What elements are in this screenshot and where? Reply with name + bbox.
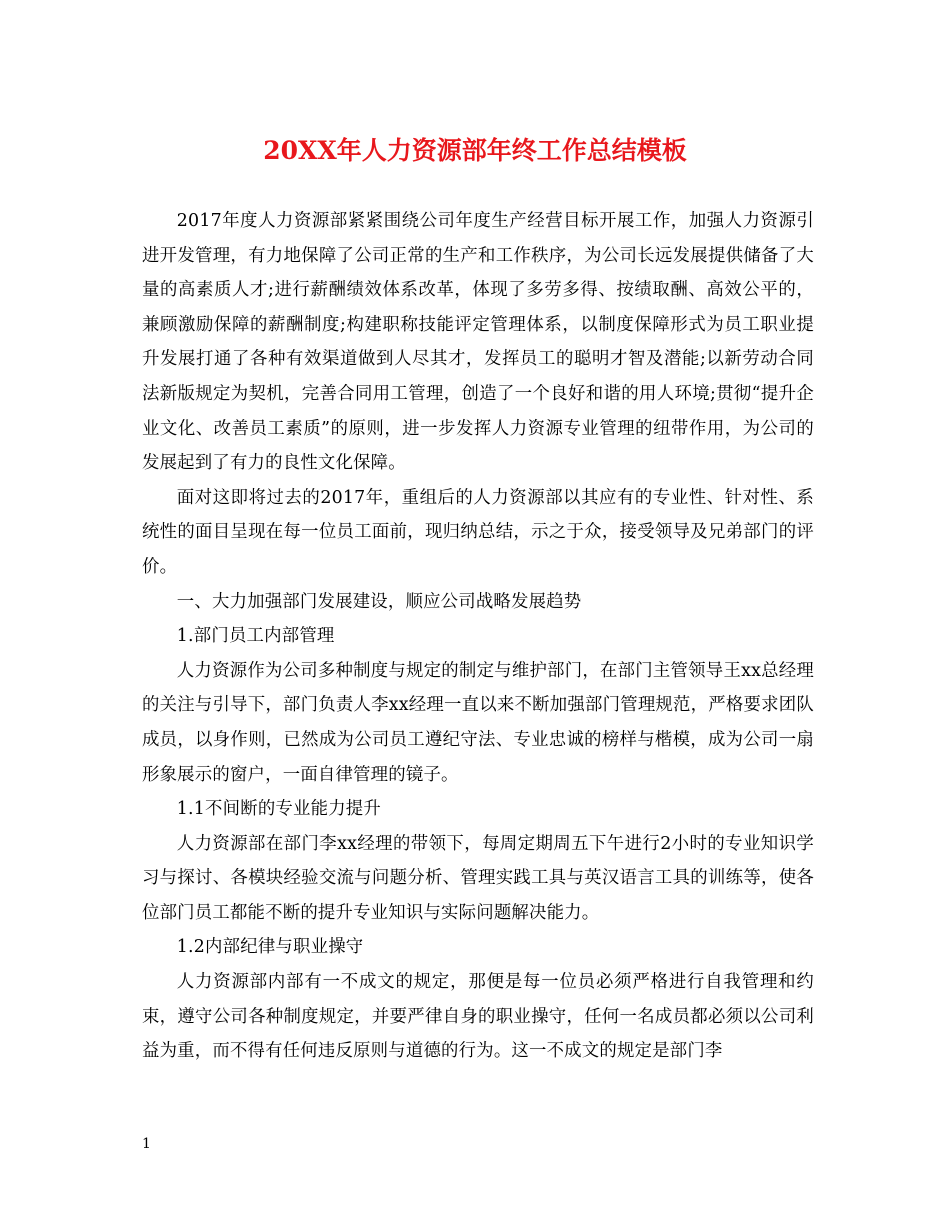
subsection-heading-1: 1.部门员工内部管理 bbox=[176, 626, 335, 647]
subsection-heading-1-1: 1.1不间断的专业能力提升 bbox=[176, 799, 381, 820]
paragraph-intro: 2017年度人力资源部紧紧围绕公司年度生产经营目标开展工作，加强人力资源引进开发管理，有力地保障了公司正常的生产和工作秩序，为公司长远发展提供储备了大量的高素质人才;进行薪酬绩效体系改革，体现了多劳多得、按绩取酬、高效公平的，兼顾激励保障的薪酬制度;构建职称技能评定管理体系，以制度保障形式为员工职业提升发展打通了各种有效渠道做到人尽其才，发挥员工的聪明才智及潜能;以新劳动合同法新版规定为契机，完善合同用工管理，创造了一个良好和谐的用人环境;贯彻“提升企业文化、改善员工素质”的原则，进一步发挥人力资源专业管理的纽带作用，为公司的发展起到了有力的良性文化保障。 bbox=[142, 211, 814, 474]
paragraph-skill-improvement: 人力资源部在部门李xx经理的带领下，每周定期周五下午进行2小时的专业知识学习与探讨、各模块经验交流与问题分析、管理实践工具与英汉语言工具的训练等，使各位部门员工都能不断的提升专业知识与实际问题解决能力。 bbox=[142, 833, 814, 923]
subsection-heading-1-2: 1.2内部纪律与职业操守 bbox=[176, 937, 364, 958]
paragraph-internal-management: 人力资源作为公司多种制度与规定的制定与维护部门，在部门主管领导王xx总经理的关注与引导下，部门负责人李xx经理一直以来不断加强部门管理规范，严格要求团队成员，以身作则，已然成为公司员工遵纪守法、专业忠诚的榜样与楷模，成为公司一扇形象展示的窗户，一面自律管理的镜子。 bbox=[142, 660, 814, 785]
document-body bbox=[142, 204, 814, 1069]
paragraph-summary: 面对这即将过去的2017年，重组后的人力资源部以其应有的专业性、针对性、系统性的面目呈现在每一位员工面前，现归纳总结，示之于众，接受领导及兄弟部门的评价。 bbox=[142, 487, 814, 577]
section-heading-1: 一、大力加强部门发展建设，顺应公司战略发展趋势 bbox=[176, 591, 582, 612]
paragraph-discipline: 人力资源部内部有一不成文的规定，那便是每一位员必须严格进行自我管理和约束，遵守公司各种制度规定，并要严律自身的职业操守，任何一名成员都必须以公司利益为重，而不得有任何违反原则与道德的行为。这一不成文的规定是部门李 bbox=[142, 972, 814, 1062]
page-number: 1 bbox=[142, 1136, 151, 1152]
document-title: 20XX年人力资源部年终工作总结模板 bbox=[263, 136, 687, 165]
